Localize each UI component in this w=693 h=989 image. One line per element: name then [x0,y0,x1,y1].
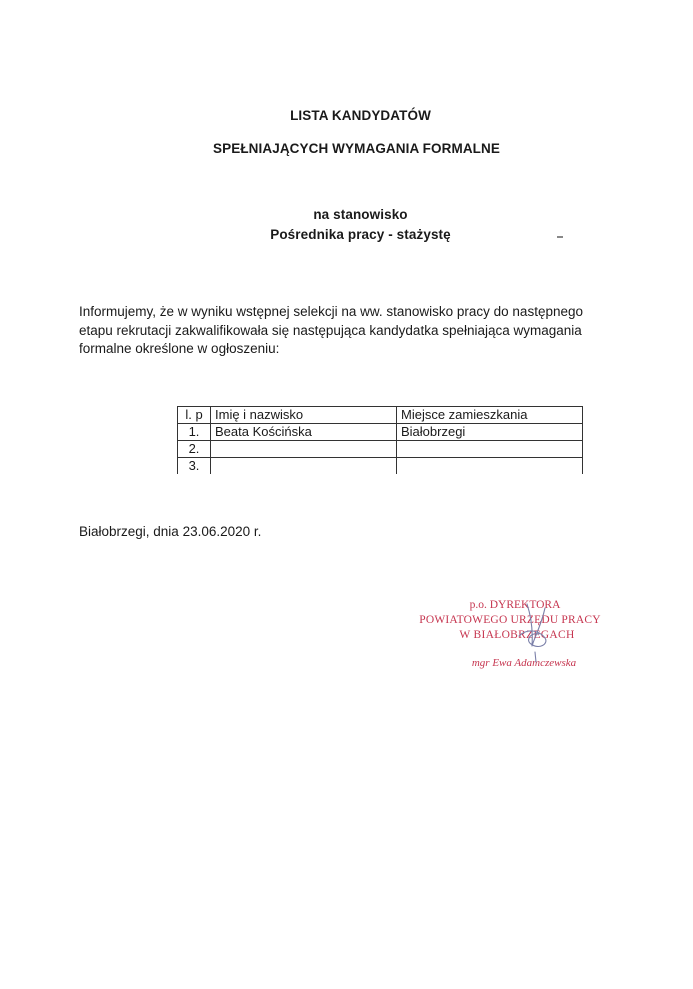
signature-icon [505,596,565,666]
header-name: Imię i nazwisko [211,407,397,424]
row-name [211,458,397,475]
row-number: 3. [178,458,211,475]
stamp-line-2: POWIATOWEGO URZĘDU PRACY [419,614,601,626]
row-residence [397,441,583,458]
row-number: 1. [178,424,211,441]
body-line-1: Informujemy, że w wyniku wstępnej selekcji na ww. stanowisko pracy do następnego [79,304,583,319]
row-number: 2. [178,441,211,458]
stamp-line-1: p.o. DYREKTORA [469,599,561,611]
body-paragraph [79,303,679,359]
position-intro: na stanowisko [313,207,408,222]
body-line-3: formalne określone w ogłoszeniu: [79,341,280,356]
row-residence [397,458,583,475]
table-header-row [178,407,583,424]
table-row [178,441,583,458]
body-line-2: etapu rekrutacji zakwalifikowała się następująca kandydatka spełniająca wymagania [79,322,582,338]
row-residence: Białobrzegi [397,424,583,441]
row-name: Beata Kościńska [211,424,397,441]
stamp-signatory: mgr Ewa Adamczewska [471,657,577,669]
table-row [178,458,583,475]
header-lp: l. p [178,407,211,424]
stamp-line-3: W BIAŁOBRZEGACH [459,629,575,641]
stray-mark [557,236,563,238]
header-residence: Miejsce zamieszkania [397,407,583,424]
candidates-table [177,406,583,474]
row-name [211,441,397,458]
title-line-2: SPEŁNIAJĄCYCH WYMAGANIA FORMALNE [213,141,500,156]
position-name: Pośrednika pracy - stażystę [270,227,451,242]
place-and-date: Białobrzegi, dnia 23.06.2020 r. [79,524,262,539]
title-line-1: LISTA KANDYDATÓW [290,108,431,123]
table-row [178,424,583,441]
